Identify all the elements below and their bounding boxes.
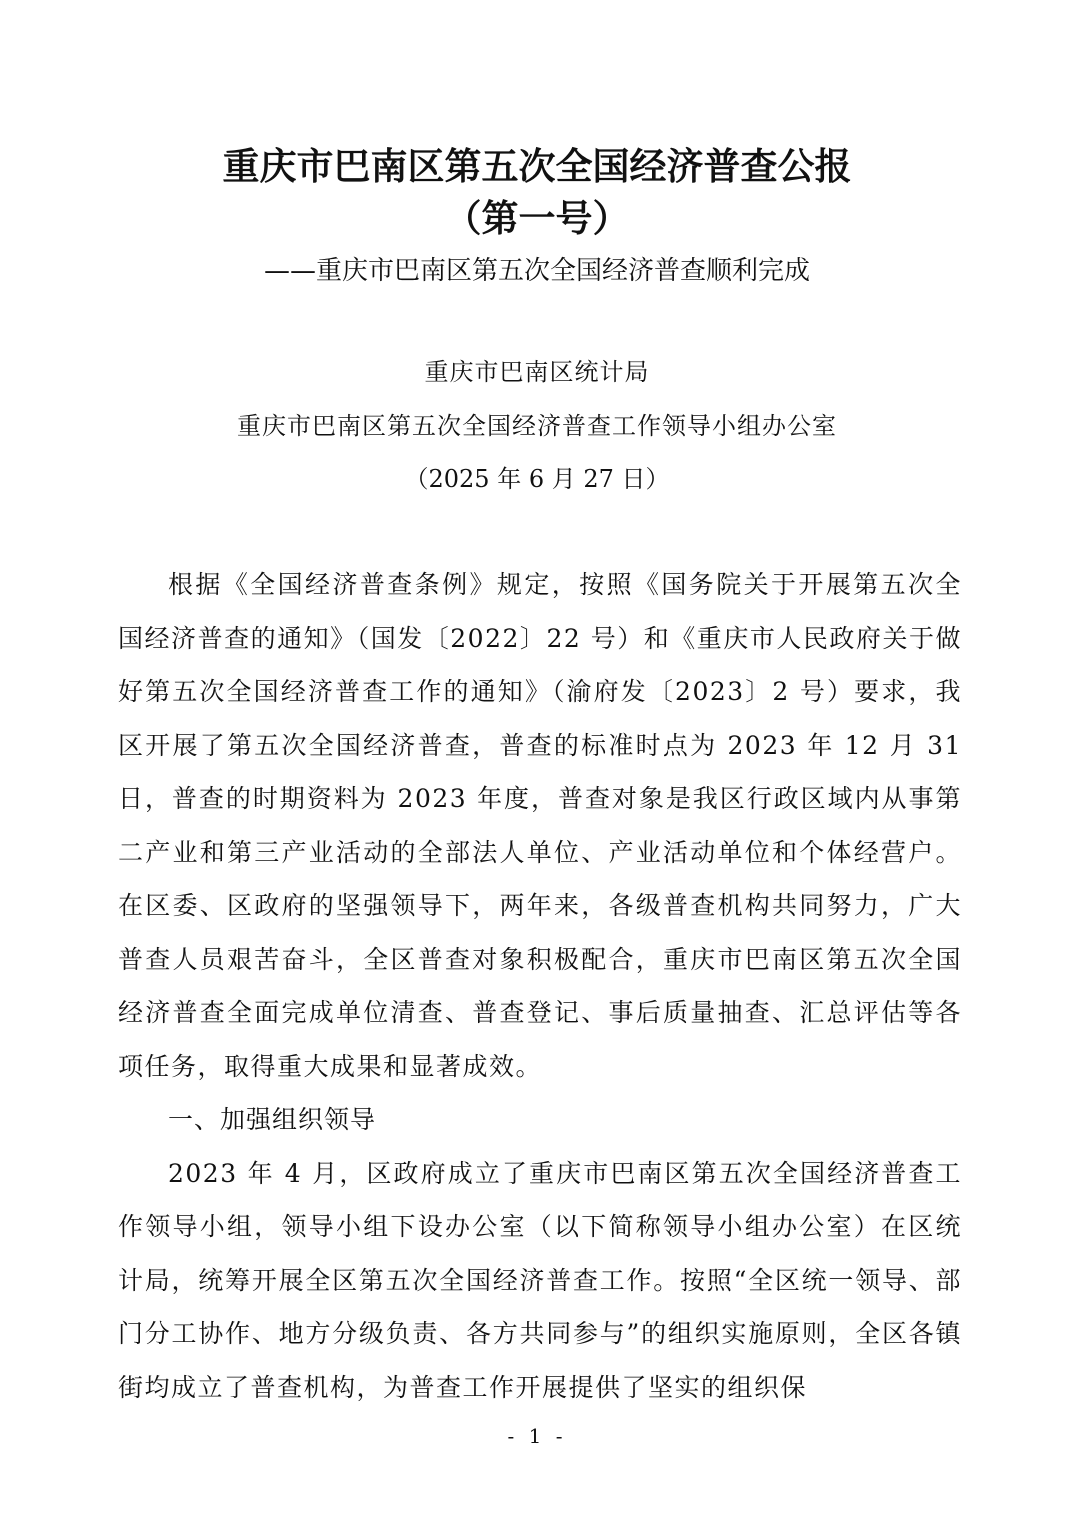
issue-date: （2025 年 6 月 27 日） xyxy=(404,465,670,493)
paragraph-section-1: 2023 年 4 月，区政府成立了重庆市巴南区第五次全国经济普查工作领导小组，领导小组下设办公室（以下简称领导小组办公室）在区统计局，统筹开展全区第五次全国经济普查工作。按照“全区统一领导、部门分工协作、地方分级负责、各方共同参与”的组织实施原则，全区各镇街均成立了普查机构，为普查工作开展提供了坚实的组织保 xyxy=(118,1158,962,1402)
document-title: 重庆市巴南区第五次全国经济普查公报 xyxy=(222,144,852,188)
document-number: （第一号） xyxy=(444,196,630,240)
document-body xyxy=(118,558,962,1414)
issuer-office: 重庆市巴南区第五次全国经济普查工作领导小组办公室 xyxy=(237,412,837,440)
page-number: - 1 - xyxy=(507,1424,567,1448)
section-heading-1: 一、加强组织领导 xyxy=(168,1105,377,1134)
issuer-bureau: 重庆市巴南区统计局 xyxy=(424,358,650,386)
paragraph-intro: 根据《全国经济普查条例》规定，按照《国务院关于开展第五次全国经济普查的通知》（国发〔2022〕22 号）和《重庆市人民政府关于做好第五次全国经济普查工作的通知》（渝府发〔2023〕2 号）要求，我区开展了第五次全国经济普查，普查的标准时点为 2023 年 12 月 31 日，普查的时期资料为 2023 年度，普查对象是我区行政区域内从事第二产业和第三产业活动的全部法人单位、产业活动单位和个体经营户。在区委、区政府的坚强领导下，两年来，各级普查机构共同努力，广大普查人员艰苦奋斗，全区普查对象积极配合，重庆市巴南区第五次全国经济普查全面完成单位清查、普查登记、事后质量抽查、汇总评估等各项任务，取得重大成果和显著成效。 xyxy=(118,570,962,1081)
document-subtitle: ——重庆市巴南区第五次全国经济普查顺利完成 xyxy=(263,256,810,286)
